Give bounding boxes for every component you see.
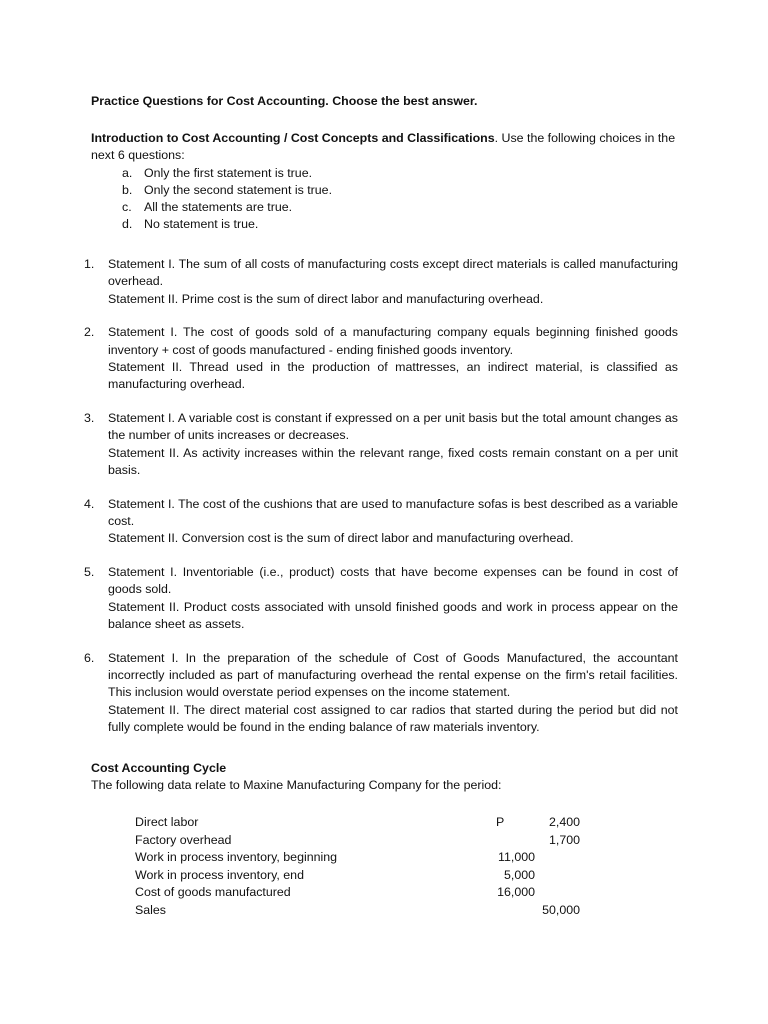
statement-one: Statement I. A variable cost is constant if expressed on a per unit basis but the total amount changes as the number of units increases or decreases. (108, 411, 678, 443)
choice-text: Only the second statement is true. (144, 182, 333, 197)
intro-paragraph (91, 130, 681, 165)
choice-item (91, 199, 681, 216)
statement-one: Statement I. In the preparation of the schedule of Cost of Goods Manufactured, the accountant incorrectly included as part of manufacturing overhead the rental expense on the firm's retail facilities. This inclusion would overstate period expenses on the income statement. (108, 650, 678, 700)
question-number: 6. (84, 650, 95, 665)
row-label: Factory overhead (135, 832, 232, 847)
choice-letter: d. (122, 217, 133, 232)
question-item (84, 496, 678, 548)
statement-one: Statement I. The sum of all costs of manufacturing costs except direct materials is called manufacturing overhead. (108, 257, 678, 289)
question-list (84, 256, 678, 753)
question-item (84, 564, 678, 633)
choice-text: All the statements are true. (144, 200, 293, 215)
cycle-intro: The following data relate to Maxine Manufacturing Company for the period: (91, 778, 502, 793)
statement-one: Statement I. Inventoriable (i.e., product) costs that have become expenses can be found in cost of goods sold. (108, 565, 678, 597)
question-number: 5. (84, 565, 95, 580)
row-label: Sales (135, 902, 166, 917)
data-row (135, 832, 585, 850)
choice-letter: a. (122, 165, 133, 180)
data-row (135, 902, 585, 920)
statement-two: Statement II. Prime cost is the sum of direct labor and manufacturing overhead. (108, 291, 544, 306)
choice-item (91, 165, 681, 182)
choice-item (91, 216, 681, 233)
statement-two: Statement II. Product costs associated with unsold finished goods and work in process appear on the balance sheet as assets. (108, 599, 678, 632)
data-row (135, 849, 585, 867)
value-col2: 2,400 (548, 815, 580, 829)
choice-list (91, 165, 681, 234)
choice-letter: c. (122, 200, 132, 215)
choice-letter: b. (122, 182, 133, 197)
data-row (135, 884, 585, 902)
question-item (84, 256, 678, 308)
value-col2: 1,700 (548, 832, 580, 847)
question-item (84, 650, 678, 736)
question-item (84, 410, 678, 479)
cycle-heading: Cost Accounting Cycle (91, 761, 227, 775)
statement-two: Statement II. As activity increases within the relevant range, fixed costs remain constant on a per unit basis. (108, 445, 678, 477)
value-col1: 16,000 (497, 885, 535, 899)
statement-one: Statement I. The cost of the cushions that are used to manufacture sofas is best described as a variable cost. (108, 496, 678, 529)
value-col1: 5,000 (503, 867, 535, 882)
intro-section (91, 130, 681, 234)
statement-one: Statement I. The cost of goods sold of a manufacturing company equals beginning finished goods inventory + cost of goods manufactured - ending finished goods inventory. (108, 325, 678, 357)
row-label: Direct labor (135, 815, 199, 829)
intro-heading: Introduction to Cost Accounting / Cost Concepts and Classifications (91, 131, 495, 145)
data-row (135, 814, 585, 832)
question-item (84, 324, 678, 393)
value-col1: 11,000 (498, 850, 535, 864)
page-title: Practice Questions for Cost Accounting. Choose the best answer. (91, 94, 478, 108)
statement-two: Statement II. Thread used in the production of mattresses, an indirect material, is classified as manufacturing overhead. (108, 359, 678, 392)
intro-text: . Use the following choices in the next 6 questions: (91, 131, 676, 163)
question-number: 2. (84, 325, 95, 340)
row-label: Work in process inventory, end (135, 867, 304, 882)
row-label: Cost of goods manufactured (135, 885, 291, 899)
choice-text: Only the first statement is true. (144, 165, 313, 180)
cost-data-table (135, 814, 585, 919)
choice-item (91, 182, 681, 199)
statement-two: Statement II. The direct material cost assigned to car radios that started during the period but did not fully complete would be found in the ending balance of raw materials inventory. (108, 702, 678, 735)
question-number: 1. (84, 257, 95, 271)
data-row (135, 867, 585, 885)
question-number: 4. (84, 496, 95, 511)
row-label: Work in process inventory, beginning (135, 850, 338, 864)
currency-symbol: P (496, 815, 505, 829)
value-col2: 50,000 (542, 902, 580, 917)
statement-two: Statement II. Conversion cost is the sum of direct labor and manufacturing overhead. (108, 531, 574, 546)
choice-text: No statement is true. (144, 217, 259, 232)
question-number: 3. (84, 411, 95, 426)
cycle-section (91, 760, 681, 795)
